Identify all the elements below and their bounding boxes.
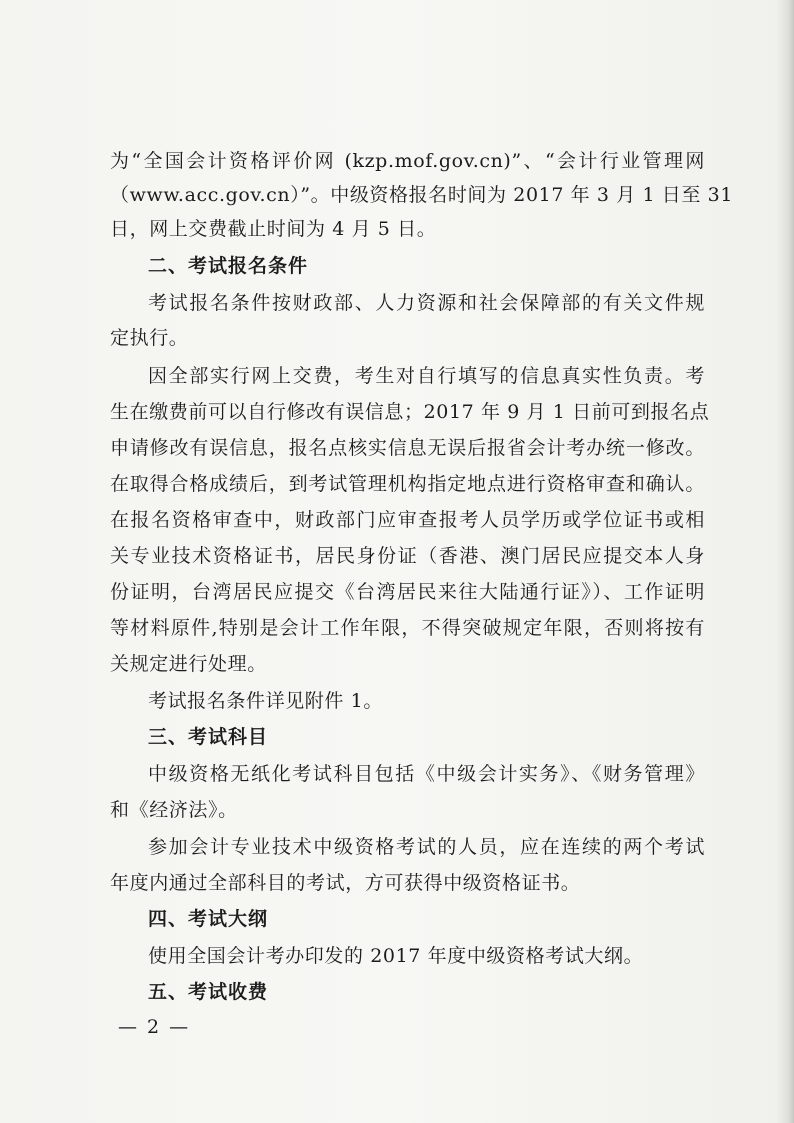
section-heading-exam-syllabus: 四、考试大纲 — [148, 908, 269, 930]
page-edge-shadow — [776, 0, 794, 1123]
paragraph-line: 生在缴费前可以自行修改有误信息；2017 年 9 月 1 日前可到报名点 — [110, 401, 710, 423]
paragraph-line: （www.acc.gov.cn）”。中级资格报名时间为 2017 年 3 月 1 日至 31 — [110, 184, 734, 206]
paragraph-line: 关专业技术资格证书，居民身份证（香港、澳门居民应提交本人身 — [110, 545, 705, 567]
paragraph-line: 考试报名条件详见附件 1。 — [148, 690, 383, 712]
section-heading-registration-conditions: 二、考试报名条件 — [148, 255, 309, 277]
paragraph-line: 申请修改有误信息，报名点核实信息无误后报省会计考办统一修改。 — [110, 437, 705, 459]
paragraph-line: 因全部实行网上交费，考生对自行填写的信息真实性负责。考 — [148, 365, 705, 387]
paragraph-line: 在报名资格审查中，财政部门应审查报考人员学历或学位证书或相 — [110, 509, 705, 531]
paragraph-line: 关规定进行处理。 — [110, 653, 267, 675]
section-heading-exam-fees: 五、考试收费 — [148, 981, 269, 1003]
paragraph-line: 日，网上交费截止时间为 4 月 5 日。 — [110, 218, 437, 240]
paragraph-line: 中级资格无纸化考试科目包括《中级会计实务》、《财务管理》 — [148, 763, 705, 785]
paragraph-line: 定执行。 — [110, 327, 189, 349]
paragraph-line: 考试报名条件按财政部、人力资源和社会保障部的有关文件规 — [148, 292, 705, 314]
paragraph-line: 在取得合格成绩后，到考试管理机构指定地点进行资格审查和确认。 — [110, 473, 705, 495]
page-number: — 2 — — [118, 1016, 191, 1038]
paragraph-line: 年度内通过全部科目的考试，方可获得中级资格证书。 — [110, 872, 581, 894]
paragraph-line: 等材料原件,特别是会计工作年限，不得突破规定年限，否则将按有 — [110, 617, 705, 639]
section-heading-exam-subjects: 三、考试科目 — [148, 726, 269, 748]
paragraph-line: 使用全国会计考办印发的 2017 年度中级资格考试大纲。 — [148, 945, 644, 967]
paragraph-line: 为“全国会计资格评价网 (kzp.mof.gov.cn)”、“会计行业管理网 — [110, 150, 705, 172]
paragraph-line: 份证明，台湾居民应提交《台湾居民来往大陆通行证》）、工作证明 — [110, 581, 705, 603]
paragraph-line: 参加会计专业技术中级资格考试的人员，应在连续的两个考试 — [148, 836, 705, 858]
paragraph-line: 和《经济法》。 — [110, 799, 238, 821]
